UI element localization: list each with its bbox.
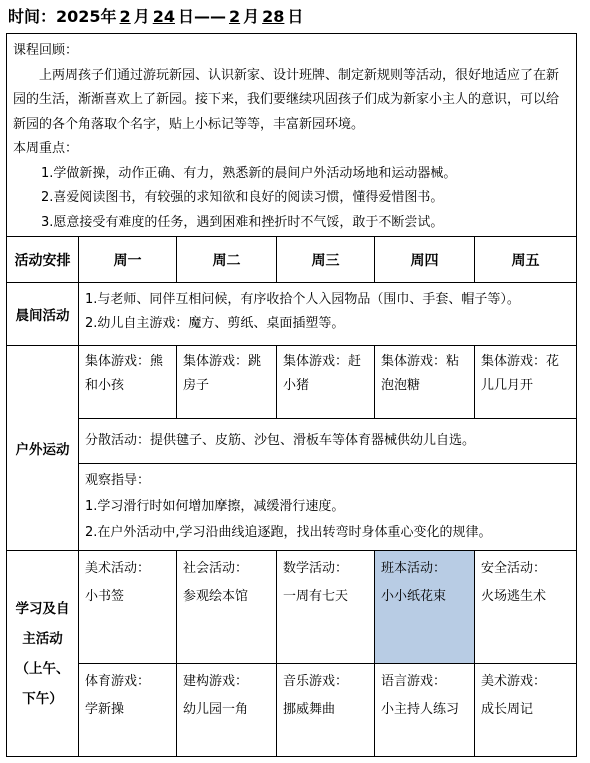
- activity-name: 小小纸花束: [381, 589, 447, 604]
- learning-am-row: [7, 551, 577, 664]
- activity-name: 幼儿园一角: [183, 702, 249, 717]
- learning-label-line: 学习及自: [15, 600, 70, 617]
- activity-name: 小主持人练习: [381, 702, 460, 717]
- learning-pm-cell: [277, 664, 375, 757]
- scattered-text: 分散活动：提供毽子、皮筋、沙包、滑板车等体育器械供幼儿自选。: [85, 433, 476, 448]
- title-prefix: 时间：2025年: [8, 7, 117, 26]
- focus-item: 2.喜爱阅读图书，有较强的求知欲和良好的阅读习惯，懂得爱惜图书。: [41, 190, 444, 205]
- observation-item: 2.在户外活动中,学习沿曲线追逐跑，找出转弯时身体重心变化的规律。: [85, 525, 492, 540]
- learning-am-cell: [475, 551, 577, 664]
- outdoor-game-cell: [277, 346, 375, 419]
- learning-pm-cell: [177, 664, 277, 757]
- observation-item: 1.学习滑行时如何增加摩擦，减缓滑行速度。: [85, 499, 345, 514]
- activity-name: 小书签: [85, 589, 125, 604]
- review-body: 上两周孩子们通过游玩新园、认识新家、设计班牌、制定新规则等活动，很好地适应了在新园的生活，渐渐喜欢上了新园。接下来，我们要继续巩固孩子们成为新家小主人的意识，可以给新园的各个角落取个名字，贴上小标记等等，丰富新园环境。: [13, 67, 560, 132]
- learning-pm-row: [7, 664, 577, 757]
- activity-type: 社会活动：: [183, 561, 249, 576]
- activity-name: 一周有七天: [283, 589, 349, 604]
- day-separator: 日——: [177, 7, 226, 26]
- outdoor-label: 户外运动: [7, 346, 79, 551]
- outdoor-game-cell: [475, 346, 577, 419]
- activity-name: 挪威舞曲: [283, 702, 336, 717]
- schedule-header-row: [7, 237, 577, 283]
- game-line: 集体游戏：花: [481, 354, 560, 369]
- game-line: 和小孩: [85, 378, 125, 393]
- observation-title: 观察指导：: [85, 473, 151, 488]
- day-monday: 周一: [79, 237, 177, 283]
- activity-type: 音乐游戏：: [283, 674, 349, 689]
- learning-am-cell: [177, 551, 277, 664]
- month-word-1: 月: [133, 7, 150, 26]
- day-wednesday: 周三: [277, 237, 375, 283]
- morning-content: [79, 283, 577, 346]
- start-day: 24: [152, 7, 175, 26]
- outdoor-game-cell: [375, 346, 475, 419]
- learning-pm-cell: [475, 664, 577, 757]
- learning-label-line: （上午、: [15, 660, 70, 677]
- observation-guidance: [79, 464, 577, 551]
- learning-pm-cell: [375, 664, 475, 757]
- start-month: 2: [119, 7, 131, 26]
- activity-type: 安全活动：: [481, 561, 547, 576]
- end-day: 28: [262, 7, 285, 26]
- learning-label-line: 主活动: [22, 630, 63, 647]
- month-word-2: 月: [243, 7, 260, 26]
- game-line: 小猪: [283, 378, 310, 393]
- focus-item: 3.愿意接受有难度的任务，遇到困难和挫折时不气馁，敢于不断尝试。: [41, 214, 444, 230]
- course-review: [7, 34, 577, 237]
- activity-type: 体育游戏：: [85, 674, 151, 689]
- outdoor-observation-row: [7, 464, 577, 551]
- activity-type: 建构游戏：: [183, 674, 249, 689]
- activity-type: 美术活动：: [85, 561, 151, 576]
- game-line: 集体游戏：跳: [183, 354, 262, 369]
- activity-name: 成长周记: [481, 702, 534, 717]
- day-tuesday: 周二: [177, 237, 277, 283]
- review-row: [7, 34, 577, 237]
- game-line: 泡泡糖: [381, 378, 421, 393]
- activity-type: 班本活动：: [381, 561, 447, 576]
- end-month: 2: [228, 7, 241, 26]
- game-line: 房子: [183, 378, 210, 393]
- focus-title: 本周重点：: [13, 141, 79, 156]
- game-line: 集体游戏：粘: [381, 354, 460, 369]
- game-line: 集体游戏：赶: [283, 354, 362, 369]
- morning-line: 2.幼儿自主游戏：魔方、剪纸、桌面插塑等。: [85, 316, 345, 331]
- day-friday: 周五: [475, 237, 577, 283]
- outdoor-game-cell: [177, 346, 277, 419]
- outdoor-games-row: [7, 346, 577, 419]
- activity-name: 参观绘本馆: [183, 589, 249, 604]
- schedule-corner: 活动安排: [7, 237, 79, 283]
- learning-pm-cell: [79, 664, 177, 757]
- weekly-plan-sheet: [6, 33, 576, 745]
- scattered-activity: [79, 419, 577, 464]
- focus-item: 1.学做新操，动作正确、有力，熟悉新的晨间户外活动场地和运动器械。: [41, 165, 457, 181]
- review-title: 课程回顾：: [13, 43, 79, 58]
- game-line: 儿几月开: [481, 378, 534, 393]
- morning-line: 1.与老师、同伴互相问候，有序收拾个人入园物品（围巾、手套、帽子等）。: [85, 292, 520, 307]
- game-line: 集体游戏：熊: [85, 354, 164, 369]
- activity-name: 火场逃生术: [481, 589, 547, 604]
- day-thursday: 周四: [375, 237, 475, 283]
- day-word: 日: [287, 7, 304, 26]
- activity-type: 数学活动：: [283, 561, 349, 576]
- morning-row: [7, 283, 577, 346]
- activity-name: 学新操: [85, 702, 125, 717]
- page-title: [8, 4, 303, 30]
- learning-label-line: 下午）: [22, 690, 63, 707]
- morning-label: 晨间活动: [7, 283, 79, 346]
- learning-am-cell-highlighted: [375, 551, 475, 664]
- learning-am-cell: [277, 551, 375, 664]
- activity-type: 美术游戏：: [481, 674, 547, 689]
- weekly-plan-table: [6, 33, 577, 757]
- activity-type: 语言游戏：: [381, 674, 447, 689]
- outdoor-game-cell: [79, 346, 177, 419]
- outdoor-scattered-row: [7, 419, 577, 464]
- learning-am-cell: [79, 551, 177, 664]
- learning-label: [7, 551, 79, 757]
